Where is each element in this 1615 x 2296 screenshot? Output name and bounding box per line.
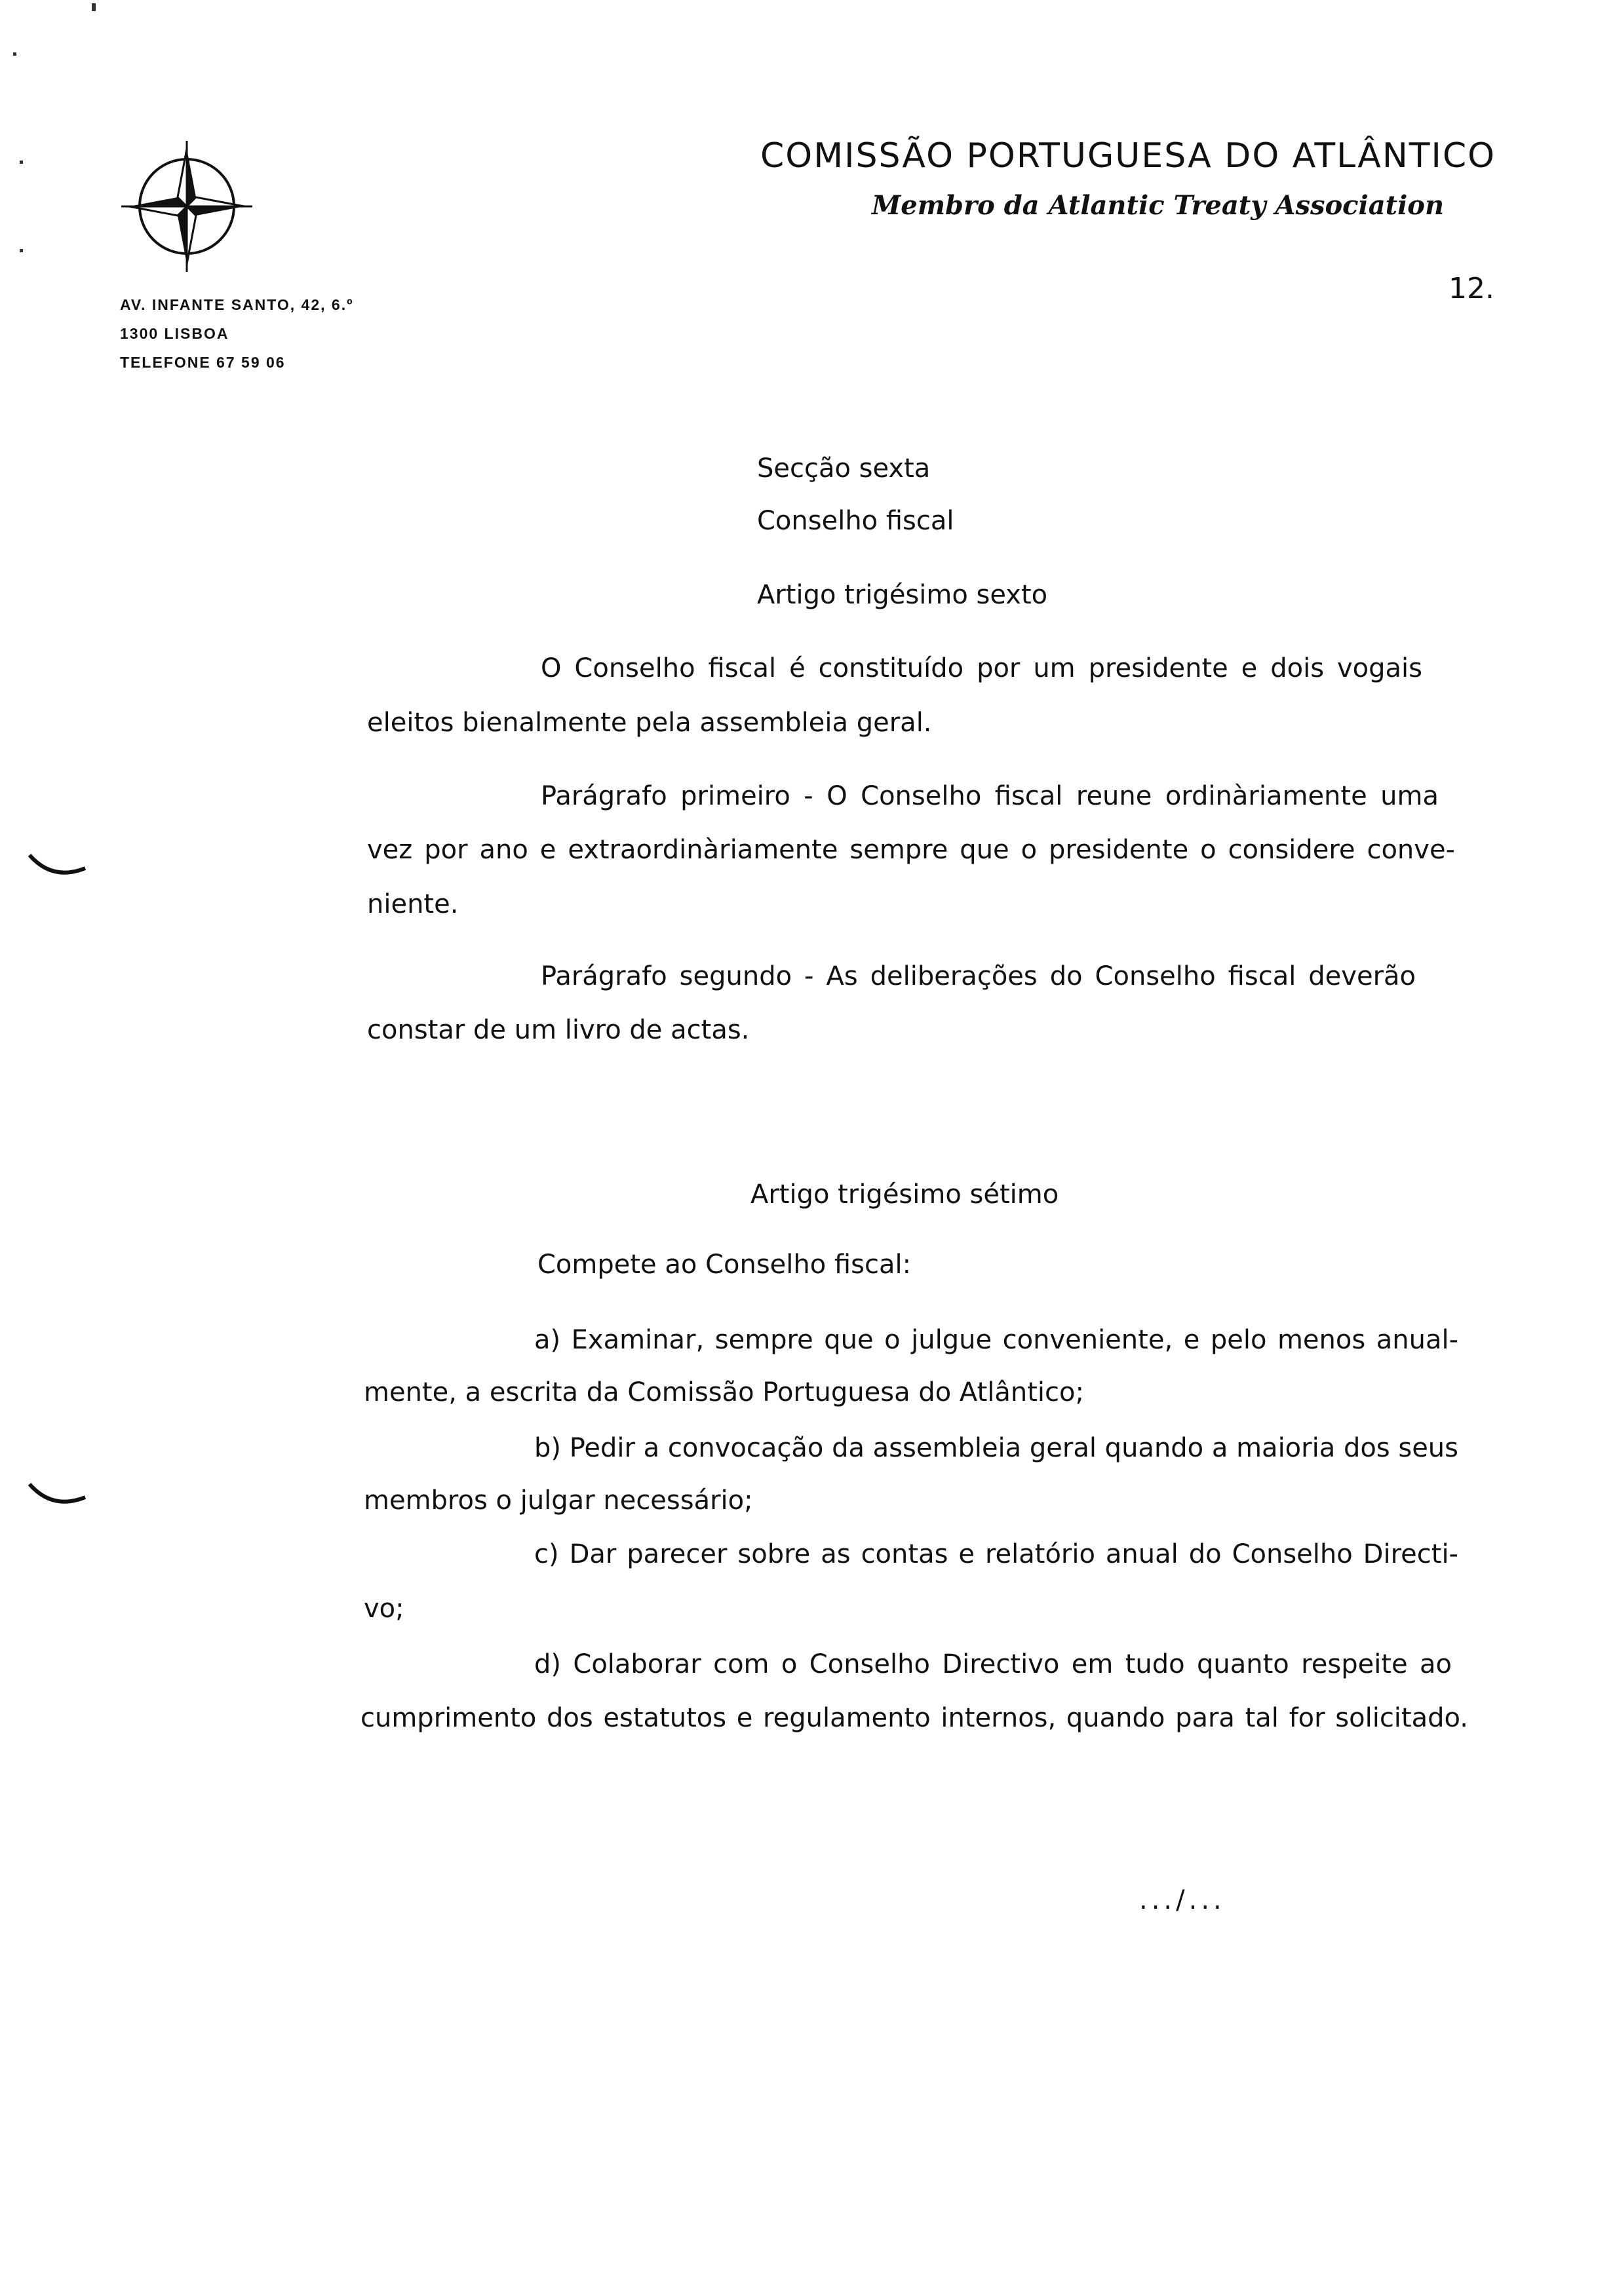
org-subtitle: Membro da Atlantic Treaty Association — [872, 190, 1445, 221]
punch-hole-mark — [26, 845, 92, 885]
nato-compass-star-icon — [115, 134, 259, 278]
scan-speck — [20, 161, 23, 164]
org-name: COMISSÃO PORTUGUESA DO ATLÂNTICO — [760, 136, 1496, 176]
item-a-line: mente, a escrita da Comissão Portuguesa do Atlântico; — [364, 1377, 1084, 1407]
scan-speck — [13, 52, 16, 56]
paragraph-2-line: constar de um livro de actas. — [367, 1015, 750, 1045]
item-d-line: d) Colaborar com o Conselho Directivo em tudo quanto respeite ao — [534, 1649, 1452, 1679]
article-36-body-line: O Conselho fiscal é constituído por um presidente e dois vogais — [541, 653, 1422, 683]
item-b-line: membros o julgar necessário; — [364, 1485, 753, 1516]
item-c-line: vo; — [364, 1594, 404, 1624]
item-b-line: b) Pedir a convocação da assembleia geral quando a maioria dos seus — [534, 1433, 1458, 1463]
paragraph-1-line: Parágrafo primeiro - O Conselho fiscal reune ordinàriamente uma — [541, 781, 1439, 811]
paragraph-1-line: niente. — [367, 889, 459, 919]
article-37-intro: Compete ao Conselho fiscal: — [537, 1250, 912, 1280]
paragraph-1-line: vez por ano e extraordinàriamente sempre que o presidente o considere conve- — [367, 835, 1455, 865]
article-36-heading: Artigo trigésimo sexto — [757, 580, 1048, 610]
item-c-line: c) Dar parecer sobre as contas e relatório anual do Conselho Directi- — [534, 1539, 1458, 1569]
address-phone: TELEFONE 67 59 06 — [120, 354, 286, 371]
article-36-body-line: eleitos bienalmente pela assembleia geral. — [367, 708, 932, 738]
page-number: 12. — [1449, 272, 1494, 305]
address-line: AV. INFANTE SANTO, 42, 6.º — [120, 296, 354, 313]
item-d-line: cumprimento dos estatutos e regulamento internos, quando para tal for solicitado. — [360, 1703, 1468, 1733]
paragraph-2-line: Parágrafo segundo - As deliberações do Conselho fiscal deverão — [541, 961, 1416, 991]
punch-hole-mark — [26, 1474, 92, 1514]
scan-speck — [92, 3, 96, 11]
section-subtitle: Conselho fiscal — [757, 506, 954, 536]
item-a-line: a) Examinar, sempre que o julgue conveniente, e pelo menos anual- — [534, 1325, 1458, 1355]
address-city: 1300 LISBOA — [120, 325, 229, 342]
section-title: Secção sexta — [757, 453, 931, 484]
continuation-mark: .../... — [1139, 1885, 1226, 1915]
article-37-heading: Artigo trigésimo sétimo — [750, 1179, 1059, 1210]
scan-speck — [20, 249, 23, 252]
